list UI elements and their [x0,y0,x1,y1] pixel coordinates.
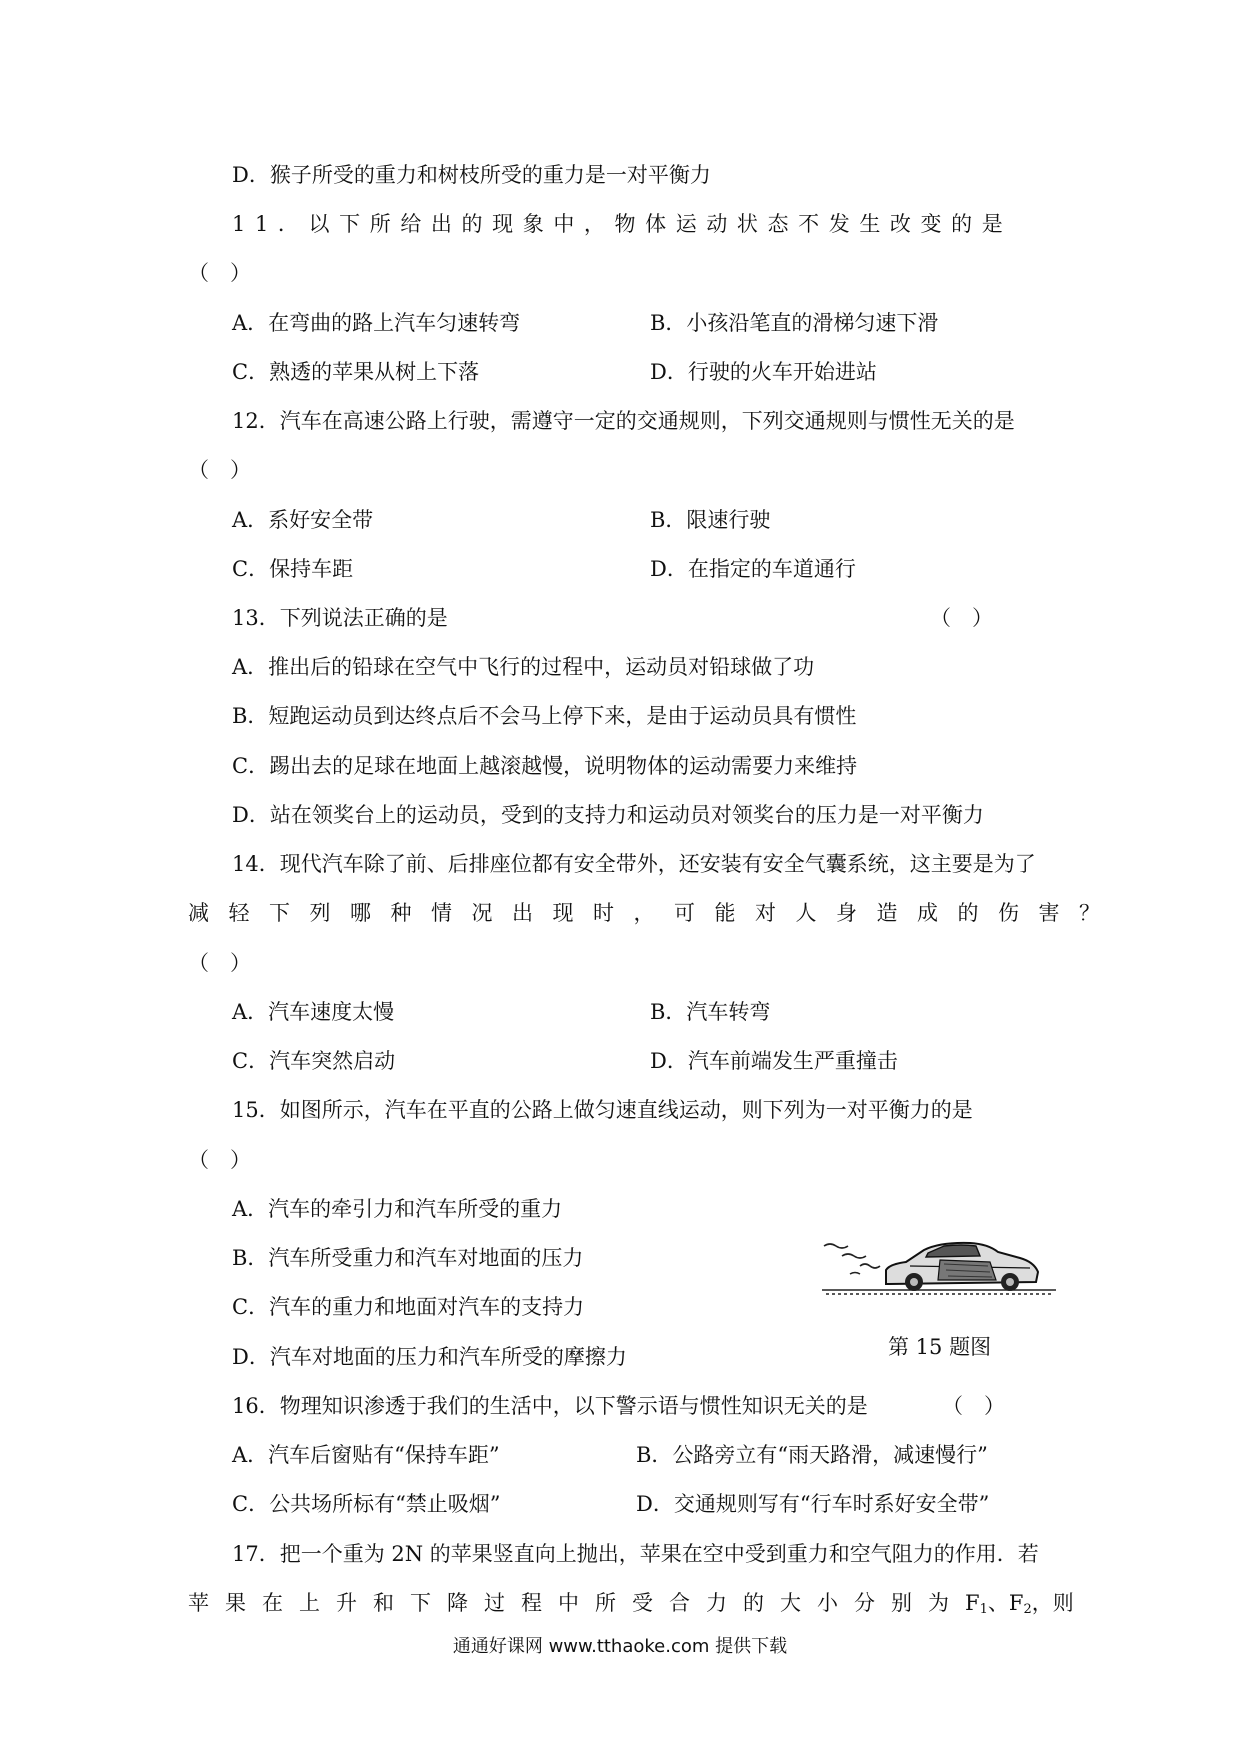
q16-stem: 16．物理知识渗透于我们的生活中，以下警示语与惯性知识无关的是 [232,1394,868,1418]
q13-option-a: A．推出后的铅球在空气中飞行的过程中，运动员对铅球做了功 [232,655,815,679]
q15-option-d: D．汽车对地面的压力和汽车所受的摩擦力 [232,1345,627,1369]
q17-force-f2: $F_2$ [1008,1591,1032,1617]
q13-stem: 13．下列说法正确的是 [232,606,448,630]
q12-answer-paren: （ ） [188,458,251,482]
q14-option-d: D．汽车前端发生严重撞击 [650,1049,898,1073]
q15-option-c: C．汽车的重力和地面对汽车的支持力 [232,1295,585,1319]
q12-stem: 12．汽车在高速公路上行驶，需遵守一定的交通规则，下列交通规则与惯性无关的是 [232,409,1015,433]
q16-option-c: C．公共场所标有“禁止吸烟” [232,1492,501,1516]
q10-option-d: D．猴子所受的重力和树枝所受的重力是一对平衡力 [232,163,711,187]
q17-stem-line2-tail: ，则 [1031,1591,1074,1615]
q15-option-a: A．汽车的牵引力和汽车所受的重力 [232,1197,563,1221]
q16-option-d: D．交通规则写有“行车时系好安全带” [636,1492,990,1516]
road-surface [822,1290,1056,1294]
q17-stem-line2-text: 苹果在上升和下降过程中所受合力的大小分别为 [188,1591,965,1615]
q13-option-d: D．站在领奖台上的运动员，受到的支持力和运动员对领奖台的压力是一对平衡力 [232,803,984,827]
q12-option-a: A．系好安全带 [232,508,374,532]
q11-stem: 11．以下所给出的现象中，物体运动状态不发生改变的是 [232,212,1013,236]
q15-answer-paren: （ ） [188,1148,251,1172]
speed-lines [824,1244,880,1274]
q14-answer-paren: （ ） [188,951,251,975]
q15-stem: 15．如图所示，汽车在平直的公路上做匀速直线运动，则下列为一对平衡力的是 [232,1098,973,1122]
q11-option-d: D．行驶的火车开始进站 [650,360,877,384]
q11-option-b: B．小孩沿笔直的滑梯匀速下滑 [650,311,939,335]
q11-answer-paren: （ ） [188,261,251,285]
q11-option-a: A．在弯曲的路上汽车匀速转弯 [232,311,521,335]
car-illustration [820,1226,1060,1306]
q17-separator: 、 [987,1591,1009,1615]
q13-option-c: C．踢出去的足球在地面上越滚越慢，说明物体的运动需要力来维持 [232,754,858,778]
q15-figure-caption: 第 15 题图 [888,1335,992,1359]
q17-stem-line1: 17．把一个重为 2N 的苹果竖直向上抛出，苹果在空中受到重力和空气阻力的作用．若 [232,1542,1039,1566]
q11-option-c: C．熟透的苹果从树上下落 [232,360,480,384]
q12-option-b: B．限速行驶 [650,508,771,532]
q14-option-a: A．汽车速度太慢 [232,1000,395,1024]
q17-force-f1: $F_1$ [965,1591,988,1617]
q16-answer-paren: （ ） [942,1394,1005,1418]
q13-option-b: B．短跑运动员到达终点后不会马上停下来，是由于运动员具有惯性 [232,704,857,728]
q17-stem-line2 [188,1588,1074,1625]
q12-option-c: C．保持车距 [232,557,354,581]
q14-option-b: B．汽车转弯 [650,1000,771,1024]
q14-stem-line1: 14．现代汽车除了前、后排座位都有安全带外，还安装有安全气囊系统，这主要是为了 [232,852,1036,876]
q16-option-b: B．公路旁立有“雨天路滑，减速慢行” [636,1443,988,1467]
page-footer: 通通好课网 www.tthaoke.com 提供下载 [452,1636,788,1657]
q13-answer-paren: （ ） [930,606,993,630]
q14-stem-line2: 减轻下列哪种情况出现时，可能对人身造成的伤害？ [188,901,1120,925]
q16-option-a: A．汽车后窗贴有“保持车距” [232,1443,500,1467]
q14-option-c: C．汽车突然启动 [232,1049,396,1073]
q12-option-d: D．在指定的车道通行 [650,557,856,581]
q15-option-b: B．汽车所受重力和汽车对地面的压力 [232,1246,584,1270]
